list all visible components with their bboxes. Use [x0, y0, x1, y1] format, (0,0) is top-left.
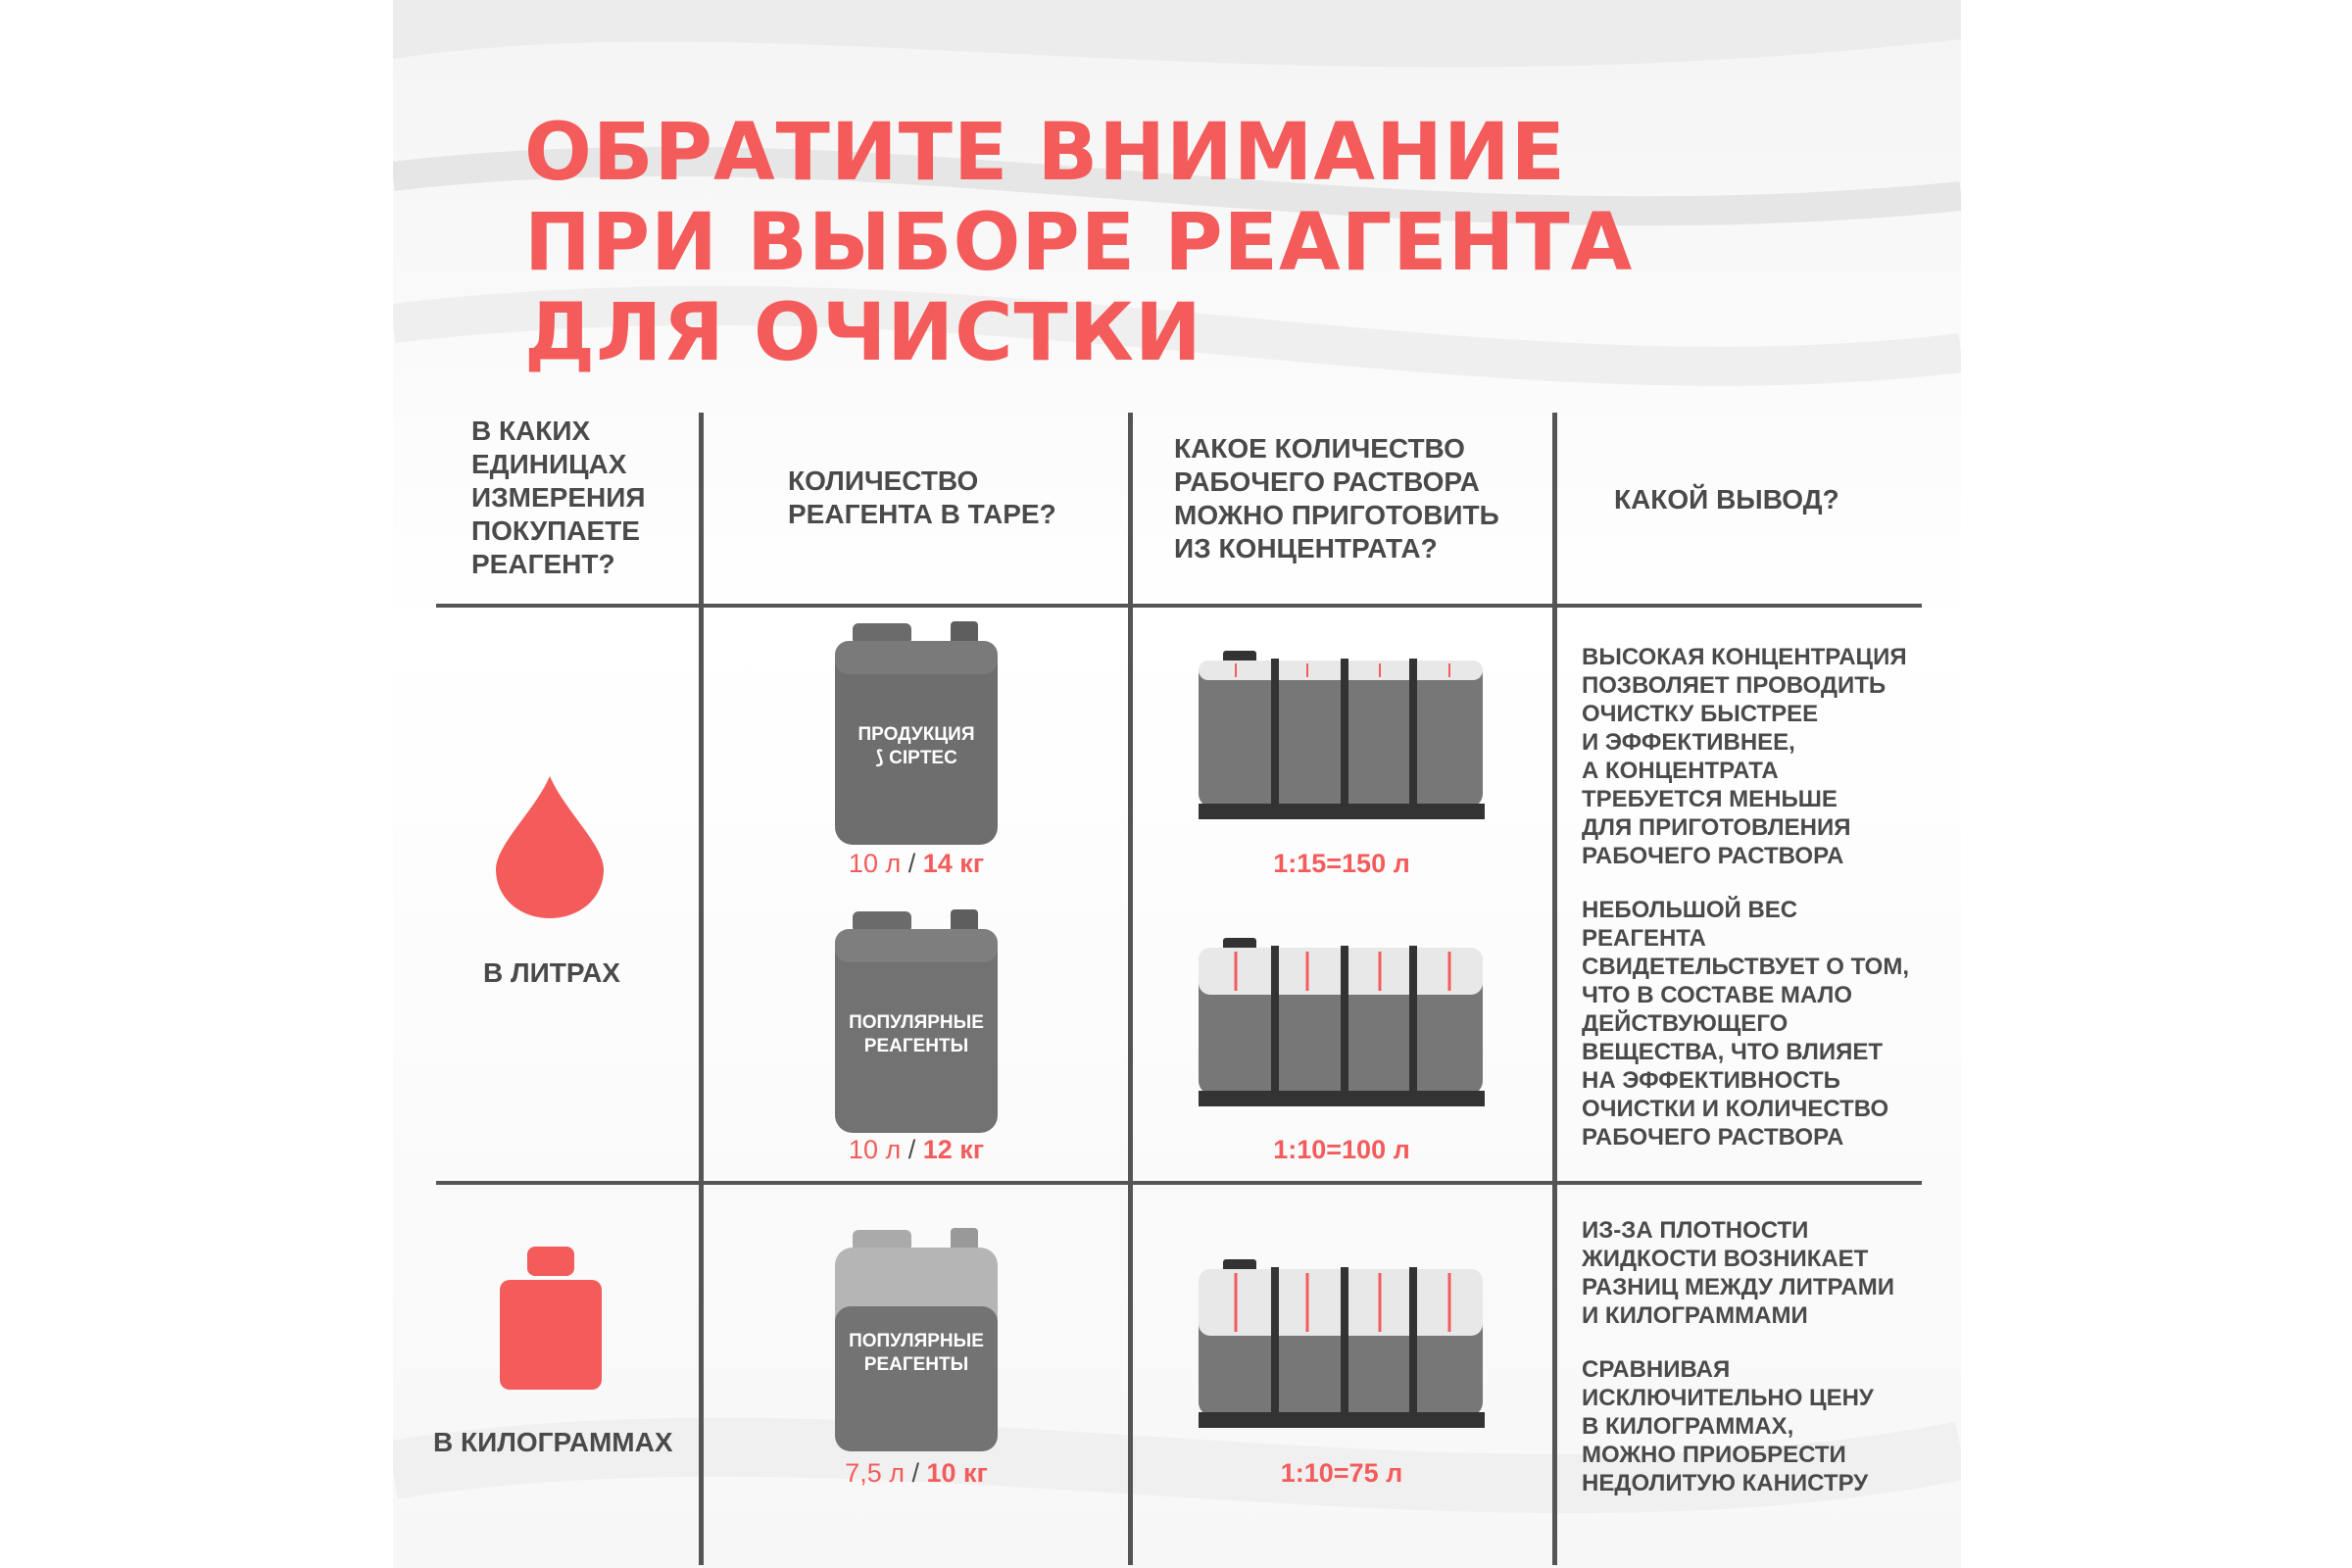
conclusion-line: ТРЕБУЕТСЯ МЕНЬШЕ: [1582, 786, 1838, 812]
canister-popular-kg: [833, 1228, 1000, 1453]
conclusion-line: А КОНЦЕНТРАТА: [1582, 758, 1779, 784]
header-quantity: [788, 465, 1056, 531]
conclusion-line: РЕАГЕНТА: [1582, 925, 1706, 952]
weight-icon: [500, 1247, 602, 1390]
header-units: [471, 415, 646, 581]
header-solution-line: КАКОЕ КОЛИЧЕСТВО: [1174, 433, 1465, 464]
unit-label-liters: В ЛИТРАХ: [483, 957, 620, 988]
conclusion-line: НЕБОЛЬШОЙ ВЕС: [1582, 897, 1798, 923]
header-solution: [1174, 432, 1499, 565]
infographic-card: [393, 0, 1961, 1568]
tank-100l: [1199, 936, 1493, 1132]
weight-value: 10 кг: [926, 1458, 988, 1488]
header-units-line: ПОКУПАЕТЕ: [471, 515, 640, 546]
conclusion-line: ЧТО В СОСТАВЕ МАЛО: [1582, 982, 1853, 1008]
caption-separator: /: [907, 1135, 916, 1164]
caption-separator: /: [907, 849, 916, 878]
header-quantity-line: КОЛИЧЕСТВО: [788, 466, 979, 496]
header-quantity-line: РЕАГЕНТА В ТАРЕ?: [788, 499, 1056, 529]
header-conclusion-line: КАКОЙ ВЫВОД?: [1614, 484, 1839, 514]
canister-label-line2: CIPTEC: [889, 748, 957, 768]
header-units-line: В КАКИХ: [471, 416, 591, 446]
conclusion-line: НА ЭФФЕКТИВНОСТЬ: [1582, 1067, 1840, 1094]
header-solution-line: РАБОЧЕГО РАСТВОРА: [1174, 466, 1480, 497]
conclusion-line: НЕДОЛИТУЮ КАНИСТРУ: [1582, 1470, 1869, 1496]
tank-150l: [1199, 649, 1493, 845]
tank-ratio: 1:10=75 л: [1280, 1458, 1403, 1488]
weight-value: 12 кг: [922, 1135, 985, 1164]
conclusion-line: РАБОЧЕГО РАСТВОРА: [1582, 1124, 1844, 1151]
weight-value: 14 кг: [922, 849, 985, 878]
page-title: [524, 108, 1633, 378]
conclusion-line: И КИЛОГРАММАМИ: [1582, 1302, 1808, 1329]
drop-icon: [496, 776, 604, 918]
grid-vline-3: [1552, 413, 1557, 1565]
canister-caption: [769, 1135, 1063, 1165]
canister-label-line2: РЕАГЕНТЫ: [863, 1036, 969, 1056]
conclusion-line: ДЛЯ ПРИГОТОВЛЕНИЯ: [1582, 814, 1851, 841]
conclusion-line: ВЫСОКАЯ КОНЦЕНТРАЦИЯ: [1582, 644, 1907, 670]
grid-vline-1: [699, 413, 704, 1565]
volume-value: 10 л: [848, 1135, 902, 1164]
grid-hline-header: [436, 604, 1922, 608]
conclusion-line: РАЗНИЦ МЕЖДУ ЛИТРАМИ: [1582, 1274, 1894, 1300]
header-units-line: РЕАГЕНТ?: [471, 549, 615, 579]
conclusion-line: ДЕЙСТВУЮЩЕГО: [1582, 1010, 1788, 1037]
tank-ratio: 1:10=100 л: [1273, 1135, 1410, 1164]
canister-label-line1: ПРОДУКЦИЯ: [858, 724, 975, 745]
conclusion-weight: [1582, 896, 1935, 1152]
canister-brand: [833, 747, 1000, 769]
header-solution-line: МОЖНО ПРИГОТОВИТЬ: [1174, 500, 1499, 530]
conclusion-line: В КИЛОГРАММАХ,: [1582, 1413, 1794, 1440]
conclusion-concentration: [1582, 643, 1935, 870]
conclusion-line: СРАВНИВАЯ: [1582, 1356, 1731, 1383]
conclusion-density: [1582, 1216, 1935, 1330]
grid-vline-2: [1128, 413, 1133, 1565]
conclusion-line: ПОЗВОЛЯЕТ ПРОВОДИТЬ: [1582, 672, 1886, 699]
conclusion-line: ИЗ-ЗА ПЛОТНОСТИ: [1582, 1217, 1809, 1244]
canister-caption: [769, 849, 1063, 879]
title-line-1: ОБРАТИТЕ ВНИМАНИЕ: [524, 107, 1566, 199]
grid-hline-rows: [436, 1181, 1922, 1185]
conclusion-line: СВИДЕТЕЛЬСТВУЕТ О ТОМ,: [1582, 954, 1909, 980]
conclusion-line: РАБОЧЕГО РАСТВОРА: [1582, 843, 1844, 869]
conclusion-line: ОЧИСТКИ И КОЛИЧЕСТВО: [1582, 1096, 1889, 1122]
canister-popular: [833, 909, 1000, 1135]
title-line-3: ДЛЯ ОЧИСТКИ: [524, 287, 1202, 379]
unit-label-kilograms: В КИЛОГРАММАХ: [433, 1427, 673, 1457]
caption-separator: /: [911, 1458, 919, 1488]
conclusion-line: ОЧИСТКУ БЫСТРЕЕ: [1582, 701, 1819, 727]
header-units-line: ИЗМЕРЕНИЯ: [471, 482, 646, 513]
canister-caption: [769, 1458, 1063, 1489]
conclusion-price: [1582, 1355, 1935, 1497]
canister-ciptec: [833, 621, 1000, 847]
canister-label-line1: ПОПУЛЯРНЫЕ: [849, 1331, 984, 1351]
conclusion-line: И ЭФФЕКТИВНЕЕ,: [1582, 729, 1795, 756]
volume-value: 10 л: [848, 849, 902, 878]
tank-75l: [1199, 1257, 1493, 1453]
header-solution-line: ИЗ КОНЦЕНТРАТА?: [1174, 533, 1438, 564]
title-line-2: ПРИ ВЫБОРЕ РЕАГЕНТА: [524, 197, 1634, 289]
conclusion-line: МОЖНО ПРИОБРЕСТИ: [1582, 1442, 1846, 1468]
header-conclusion: [1614, 483, 1839, 516]
canister-label-line1: ПОПУЛЯРНЫЕ: [849, 1012, 984, 1033]
ciptec-logo-icon: ⟆: [875, 748, 890, 768]
volume-value: 7,5 л: [845, 1458, 905, 1488]
conclusion-line: ИСКЛЮЧИТЕЛЬНО ЦЕНУ: [1582, 1385, 1874, 1411]
canister-label-line2: РЕАГЕНТЫ: [863, 1354, 969, 1375]
header-units-line: ЕДИНИЦАХ: [471, 449, 627, 479]
conclusion-line: ЖИДКОСТИ ВОЗНИКАЕТ: [1582, 1246, 1869, 1272]
conclusion-line: ВЕЩЕСТВА, ЧТО ВЛИЯЕТ: [1582, 1039, 1884, 1065]
tank-ratio: 1:15=150 л: [1273, 849, 1410, 878]
